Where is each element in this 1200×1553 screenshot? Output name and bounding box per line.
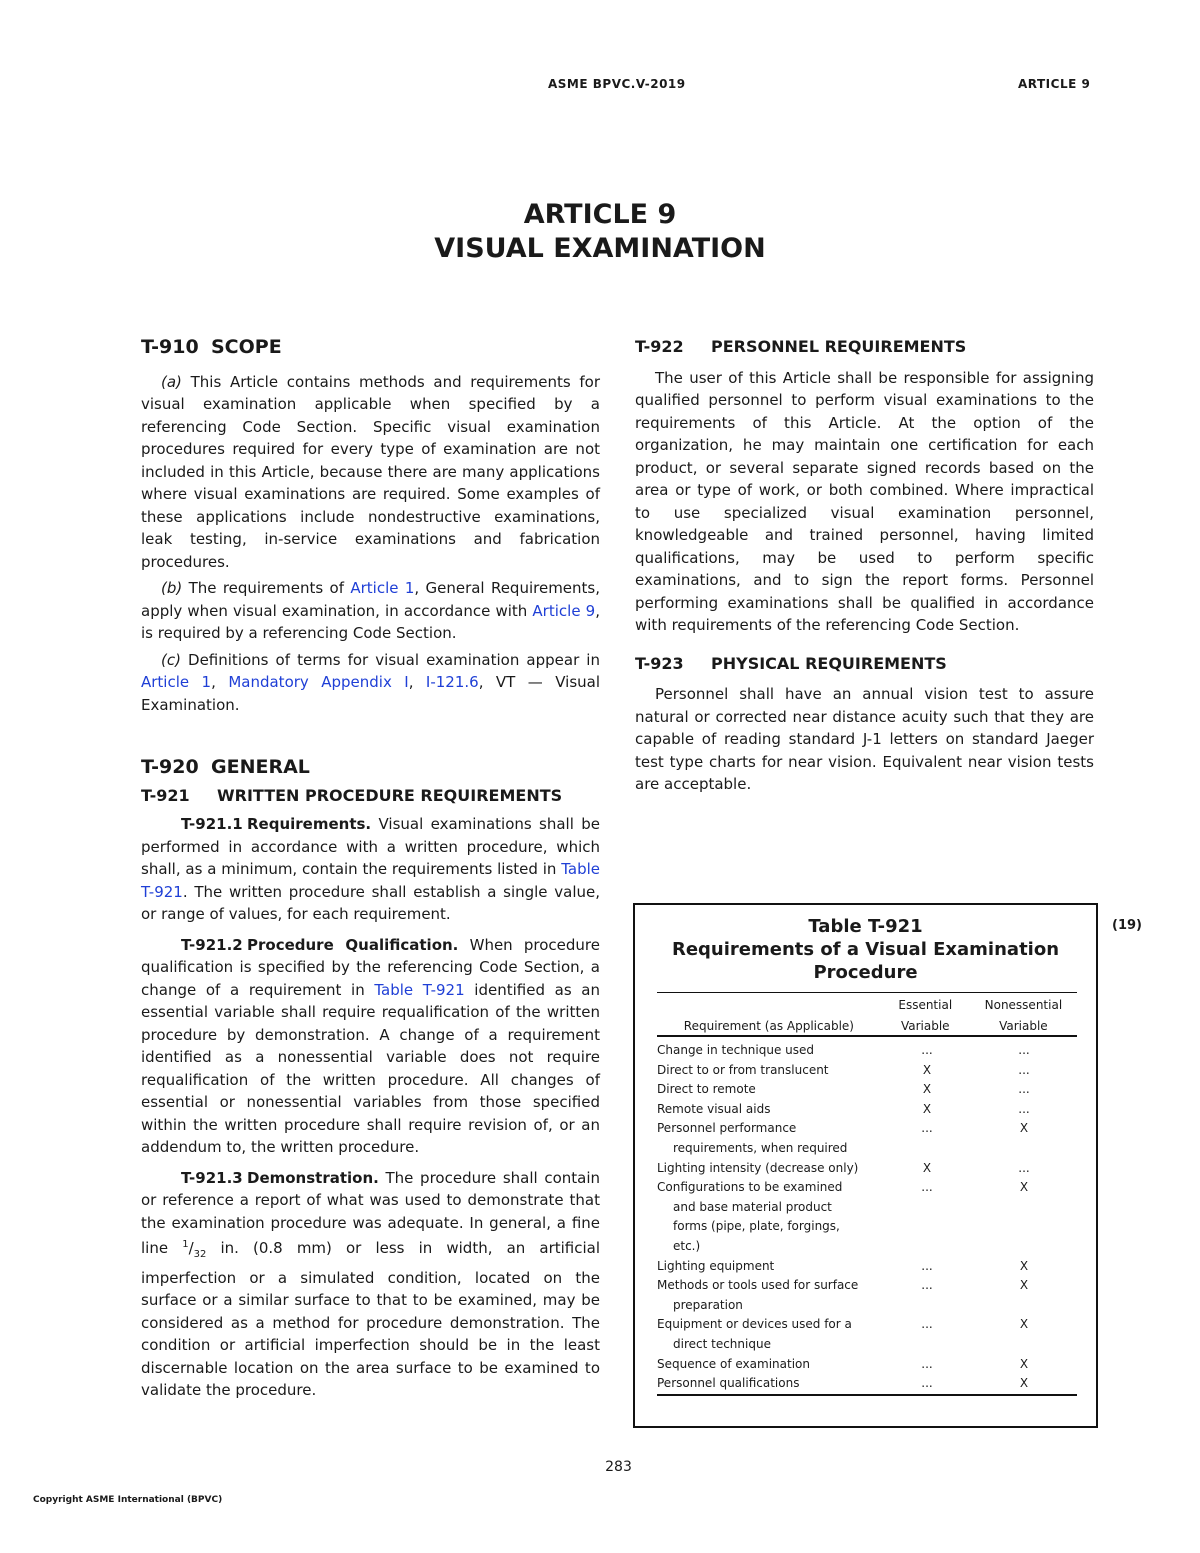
nonessential-variable-cell: ... <box>1018 1101 1030 1116</box>
essential-variable-cell: ... <box>921 1356 933 1371</box>
title-line-1: ARTICLE 9 <box>523 199 677 230</box>
t910-para-a: (a) This Article contains methods and requirements for visual examination applicable when specified by a referencing Code Section. Specific visual examination procedures required for every type of examination are not included in this Article, because there are many applications where visual examinations are required. Some examples of these applications include nondestructive examinations, leak testing, in-service examinations and fabrication procedures. <box>141 372 600 571</box>
requirement-text: preparation <box>673 1297 743 1312</box>
essential-variable-cell: X <box>922 1082 932 1097</box>
requirement-text: Change in technique used <box>657 1043 815 1057</box>
requirement-text: Configurations to be examined <box>657 1180 843 1195</box>
requirement-cell <box>657 1159 883 1179</box>
essential-variable-cell: X <box>922 1062 932 1077</box>
nonessential-variable-cell: X <box>1019 1180 1029 1195</box>
link-table-t921[interactable]: Table T-921 <box>141 860 600 901</box>
requirement-text: forms (pipe, plate, forgings, <box>673 1219 840 1234</box>
requirement-text: requirements, when required <box>673 1140 848 1155</box>
essential-variable-cell: ... <box>921 1317 933 1332</box>
nonessential-variable-cell: ... <box>1018 1160 1030 1175</box>
essential-variable-cell: ... <box>921 1180 933 1195</box>
essential-variable-cell: X <box>922 1101 932 1116</box>
col-header-nonessential-1: Nonessential <box>984 998 1063 1012</box>
requirement-cell <box>657 1374 883 1394</box>
left-column <box>141 336 600 1406</box>
running-header-left: ASME BPVC.V-2019 <box>548 77 686 91</box>
table-row <box>657 1100 1077 1120</box>
requirement-text: Lighting equipment <box>657 1258 775 1273</box>
table-row <box>657 1257 1077 1277</box>
table-row <box>657 1315 1077 1354</box>
title-line-2: VISUAL EXAMINATION <box>434 233 766 264</box>
requirement-text: direct technique <box>673 1336 771 1351</box>
section-heading-t922: T-922 PERSONNEL REQUIREMENTS <box>635 337 967 356</box>
section-heading-t920: T-920 GENERAL <box>141 756 310 778</box>
t923-para: Personnel shall have an annual vision test to assure natural or corrected near distance acuity such that they are capable of reading standard J-1 letters on standard Jaeger test type charts for near vision. Equivalent near vision tests are acceptable. <box>635 685 1094 793</box>
table-top-rule <box>657 992 1077 993</box>
edition-mark: (19) <box>1112 918 1142 933</box>
table-bottom-rule <box>657 1394 1077 1396</box>
table-row <box>657 1276 1077 1315</box>
requirement-cell <box>657 1041 883 1061</box>
requirement-cell <box>657 1080 883 1100</box>
link-mandatory-appendix-i[interactable]: Mandatory Appendix I <box>228 673 409 691</box>
nonessential-variable-cell: X <box>1019 1317 1029 1332</box>
requirement-text: Personnel qualifications <box>657 1376 800 1391</box>
requirement-cell <box>657 1061 883 1081</box>
requirement-text: Direct to remote <box>657 1082 756 1097</box>
requirement-text: Sequence of examination <box>657 1356 810 1371</box>
link-article-9[interactable]: Article 9 <box>532 601 596 620</box>
section-heading-t910: T-910 SCOPE <box>141 336 282 358</box>
requirement-cell <box>657 1100 883 1120</box>
table-t921 <box>633 903 1098 1428</box>
table-row <box>657 1080 1077 1100</box>
link-article-1[interactable]: Article 1 <box>141 673 212 691</box>
requirement-cell <box>657 1257 883 1277</box>
requirement-text: Equipment or devices used for a <box>657 1317 852 1332</box>
essential-variable-cell: X <box>922 1160 932 1175</box>
essential-variable-cell: ... <box>921 1376 933 1391</box>
fraction-numerator: 1 <box>182 1239 189 1250</box>
essential-variable-cell: ... <box>921 1278 933 1293</box>
page-number: 283 <box>605 1459 632 1475</box>
requirement-text: Lighting intensity (decrease only) <box>657 1160 859 1175</box>
table-title: Table T-921 Requirements of a Visual Examination Procedure <box>671 916 1060 983</box>
section-heading-t921: T-921 WRITTEN PROCEDURE REQUIREMENTS <box>141 785 563 805</box>
nonessential-variable-cell: X <box>1019 1376 1029 1391</box>
table-body <box>657 1041 1077 1394</box>
table-row <box>657 1178 1077 1256</box>
requirement-text: Methods or tools used for surface <box>657 1278 859 1293</box>
requirement-cell <box>657 1315 883 1354</box>
col-header-essential-2: Variable <box>900 1019 950 1033</box>
col-header-requirement: Requirement (as Applicable) <box>683 1019 854 1033</box>
nonessential-variable-cell: X <box>1019 1121 1029 1136</box>
table-row <box>657 1159 1077 1179</box>
nonessential-variable-cell: X <box>1019 1356 1029 1371</box>
nonessential-variable-cell: ... <box>1018 1062 1030 1077</box>
col-header-nonessential-2: Variable <box>999 1019 1048 1033</box>
t921-1-para: T-921.1 Requirements. Visual examinations shall be performed in accordance with a written procedure, which shall, as a minimum, contain the requirements listed in Table T-921. The written procedure shall establish a single value, or range of values, for each requirement. <box>141 815 600 923</box>
requirement-cell <box>657 1355 883 1375</box>
t922-para: The user of this Article shall be responsible for assigning qualified personnel to perform visual examinations to the requirements of this Article. At the option of the organization, he may maintain one certification for each product, or several separate signed records based on the area or type of work, or both combined. Where impractical to use specialized visual examination personnel, knowledgeable and trained personnel, having limited qualifications, may be used to perform specific examinations, and to sign the report forms. Personnel performing examinations shall be qualified in accordance with requirements of the referencing Code Section. <box>635 368 1094 634</box>
table-header <box>657 995 1077 1037</box>
t910-para-c: (c) Definitions of terms for visual examination appear in Article 1, Mandatory Appendix I, I-121.6, VT — Visual Examination. <box>141 650 600 714</box>
requirement-cell <box>657 1119 883 1158</box>
t921-3-para: T-921.3 Demonstration. The procedure shall contain or reference a report of what was used to demonstrate that the examination procedure was adequate. In general, a fine line $^1/_{32}$ in. (0.8 mm) or less in width, an artificial imperfection or a simulated condition, located on the surface or a similar surface to that to be examined, may be considered as a method for procedure demonstration. The condition or artificial imperfection should be in the least discernable location on the area surface to be examined to validate the procedure. <box>141 1168 601 1399</box>
essential-variable-cell: ... <box>921 1043 933 1057</box>
page-title <box>0 198 1200 266</box>
nonessential-variable-cell: X <box>1019 1278 1029 1293</box>
requirement-cell <box>657 1276 883 1315</box>
section-heading-t923: T-923 PHYSICAL REQUIREMENTS <box>635 653 947 673</box>
table-row <box>657 1061 1077 1081</box>
requirement-text: etc.) <box>673 1238 701 1253</box>
link-table-t921[interactable]: Table T-921 <box>374 980 465 999</box>
table-row <box>657 1119 1077 1158</box>
right-column <box>635 336 1094 800</box>
table-row <box>657 1374 1077 1394</box>
requirement-cell <box>657 1178 883 1256</box>
nonessential-variable-cell: ... <box>1018 1082 1030 1097</box>
requirement-text: Remote visual aids <box>657 1101 771 1116</box>
essential-variable-cell: ... <box>921 1258 933 1273</box>
table-row <box>657 1355 1077 1375</box>
link-i-121-6[interactable]: I-121.6 <box>425 673 479 691</box>
essential-variable-cell: ... <box>921 1121 933 1136</box>
table-row <box>657 1041 1077 1061</box>
fraction-denominator: 32 <box>193 1249 207 1260</box>
link-article-1[interactable]: Article 1 <box>350 579 415 597</box>
copyright-notice: Copyright ASME International (BPVC) <box>33 1495 223 1505</box>
nonessential-variable-cell: X <box>1019 1258 1029 1273</box>
requirement-text: Personnel performance <box>657 1121 797 1136</box>
requirement-text: and base material product <box>673 1199 832 1214</box>
requirement-text: Direct to or from translucent <box>657 1062 829 1077</box>
col-header-essential-1: Essential <box>898 998 953 1012</box>
running-header-right: ARTICLE 9 <box>1018 77 1091 91</box>
t921-2-para: T-921.2 Procedure Qualification. When procedure qualification is specified by the referencing Code Section, a change of a requirement in Table T-921 identified as an essential variable shall require requalification of the written procedure by demonstration. A change of a requirement identified as a nonessential variable does not require requalification of the written procedure. All changes of essential or nonessential variables from those specified within the written procedure shall require revision of, or an addendum to, the written procedure. <box>141 935 601 1156</box>
t910-para-b: (b) The requirements of Article 1, General Requirements, apply when visual examination, in accordance with Article 9, is required by a referencing Code Section. <box>141 579 600 642</box>
table-header-rule <box>657 1035 1077 1037</box>
nonessential-variable-cell: ... <box>1018 1043 1030 1057</box>
